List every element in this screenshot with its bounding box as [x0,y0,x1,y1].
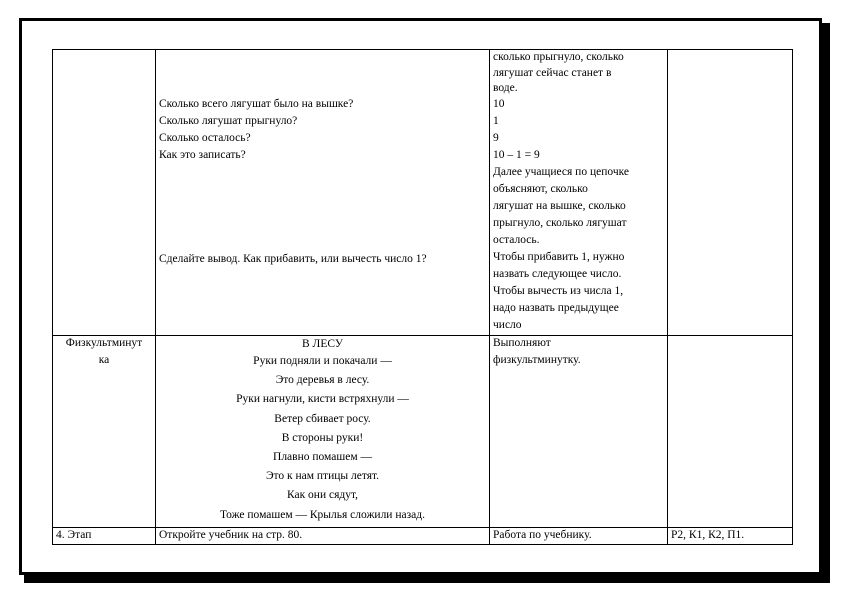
answer-line: Чтобы вычесть из числа 1, [493,284,624,297]
stage-cell [53,336,156,528]
skills-cell: Р2, К1, К2, П1. [668,528,793,545]
skills-cell [668,336,793,528]
teacher-cell: Откройте учебник на стр. 80. [156,528,490,545]
answer-line: лягушат сейчас станет в [493,66,612,79]
question-line: Сделайте вывод. Как прибавить, или вычесть число 1? [159,253,427,265]
stage-cell: 4. Этап [53,528,156,545]
poem-line: Тоже помашем — Крылья сложили назад. [220,508,425,521]
answer-line: число [493,318,522,331]
student-cell [490,336,668,528]
question-line: Как это записать? [159,149,246,161]
answer-line: 10 – 1 = 9 [493,148,540,161]
answer-line: назвать следующее число. [493,267,622,280]
stage-cell [53,50,156,336]
student-cell: Работа по учебнику. [490,528,668,545]
question-line: Сколько лягушат прыгнуло? [159,115,298,127]
answer-line: воде. [493,82,518,94]
answer-line: лягушат на вышке, сколько [493,199,626,212]
stage-label: Физкультминут [65,337,143,349]
answer-line: Чтобы прибавить 1, нужно [493,250,625,263]
poem-line: Плавно помашем — [273,450,372,463]
table-row [53,50,793,336]
answer-line: объясняют, сколько [493,182,588,195]
poem-line: Это деревья в лесу. [275,374,370,387]
stage-label: ка [98,354,110,366]
poem-line: Руки нагнули, кисти встряхнули — [236,393,409,406]
answer-line: надо назвать предыдущее [493,301,619,314]
poem-line: Это к нам птицы летят. [265,470,380,483]
lesson-table [52,49,793,545]
poem-line: Как они сядут, [286,489,359,502]
poem-line: В стороны руки! [281,431,364,444]
answer-line: Выполняют [493,337,551,349]
table-row [53,336,793,528]
poem-title: В ЛЕСУ [301,338,344,350]
question-line: Сколько всего лягушат было на вышке? [159,98,354,110]
answer-line: 10 [493,97,505,110]
answer-line: осталось. [493,233,540,246]
teacher-cell [156,50,490,336]
answer-line: 1 [493,114,499,127]
question-line: Сколько осталось? [159,132,251,144]
poem-line: Ветер сбивает росу. [274,412,371,425]
skills-cell [668,50,793,336]
answer-line: физкультминутку. [493,354,581,366]
answer-line: Далее учащиеся по цепочке [493,165,630,178]
table-row [53,528,793,545]
answer-line: 9 [493,131,499,144]
answer-line: прыгнуло, сколько лягушат [493,216,627,229]
student-cell [490,50,668,336]
answer-line: сколько прыгнуло, сколько [493,51,624,63]
poem-cell [156,336,490,528]
poem-line: Руки подняли и покачали — [253,355,392,367]
